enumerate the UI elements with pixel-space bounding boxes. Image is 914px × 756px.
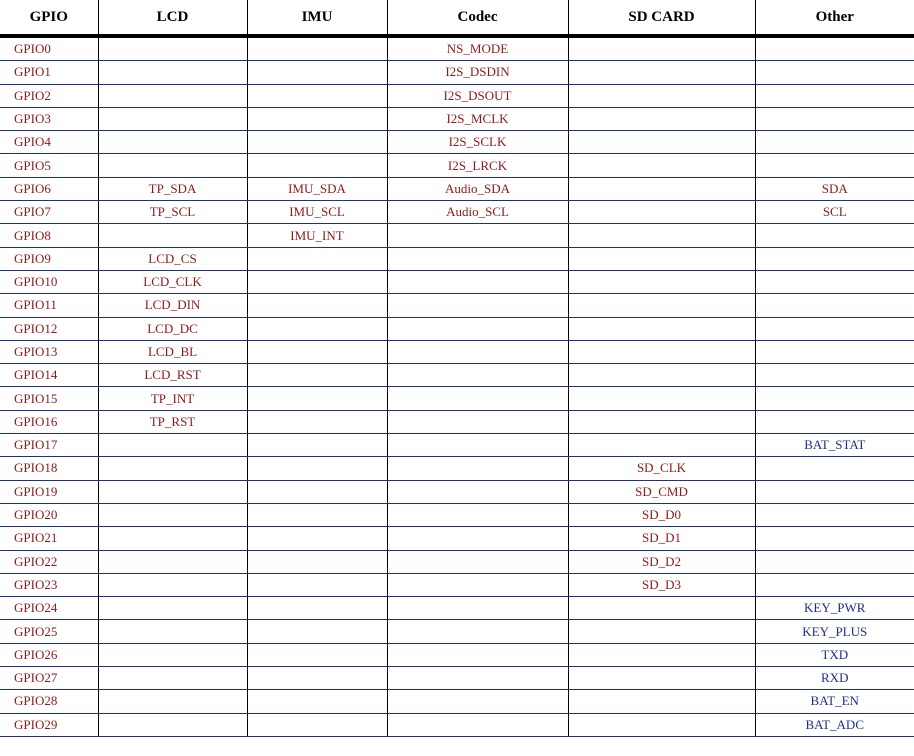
cell-sd-card xyxy=(568,667,755,690)
cell-other xyxy=(755,131,914,154)
cell-codec xyxy=(387,410,568,433)
cell-sd-card xyxy=(568,270,755,293)
cell-gpio: GPIO17 xyxy=(0,434,98,457)
table-row xyxy=(0,131,914,154)
cell-gpio: GPIO0 xyxy=(0,36,98,61)
cell-codec: I2S_SCLK xyxy=(387,131,568,154)
cell-lcd xyxy=(98,84,247,107)
cell-gpio: GPIO11 xyxy=(0,294,98,317)
cell-other xyxy=(755,573,914,596)
cell-sd-card xyxy=(568,84,755,107)
cell-imu xyxy=(247,154,387,177)
cell-imu xyxy=(247,620,387,643)
table-header xyxy=(0,0,914,36)
cell-other xyxy=(755,480,914,503)
cell-sd-card: SD_CMD xyxy=(568,480,755,503)
cell-imu xyxy=(247,573,387,596)
header-codec: Codec xyxy=(387,0,568,36)
cell-sd-card: SD_D1 xyxy=(568,527,755,550)
cell-imu xyxy=(247,84,387,107)
cell-gpio: GPIO18 xyxy=(0,457,98,480)
table-row xyxy=(0,201,914,224)
cell-other xyxy=(755,36,914,61)
table-row xyxy=(0,410,914,433)
cell-sd-card xyxy=(568,713,755,736)
cell-imu xyxy=(247,270,387,293)
cell-codec xyxy=(387,713,568,736)
table-row xyxy=(0,84,914,107)
cell-lcd: LCD_DC xyxy=(98,317,247,340)
cell-imu xyxy=(247,294,387,317)
cell-gpio: GPIO10 xyxy=(0,270,98,293)
cell-imu xyxy=(247,503,387,526)
cell-lcd xyxy=(98,457,247,480)
cell-other xyxy=(755,270,914,293)
cell-sd-card xyxy=(568,224,755,247)
header-lcd: LCD xyxy=(98,0,247,36)
cell-other xyxy=(755,410,914,433)
cell-sd-card xyxy=(568,317,755,340)
cell-imu xyxy=(247,36,387,61)
table-row xyxy=(0,527,914,550)
table-row xyxy=(0,597,914,620)
cell-lcd: LCD_CS xyxy=(98,247,247,270)
cell-lcd xyxy=(98,154,247,177)
cell-gpio: GPIO8 xyxy=(0,224,98,247)
cell-lcd xyxy=(98,620,247,643)
cell-sd-card xyxy=(568,387,755,410)
cell-imu xyxy=(247,597,387,620)
cell-sd-card xyxy=(568,36,755,61)
table-row xyxy=(0,340,914,363)
cell-sd-card xyxy=(568,61,755,84)
cell-sd-card xyxy=(568,131,755,154)
cell-gpio: GPIO25 xyxy=(0,620,98,643)
cell-lcd xyxy=(98,550,247,573)
header-imu: IMU xyxy=(247,0,387,36)
cell-other: BAT_ADC xyxy=(755,713,914,736)
cell-codec xyxy=(387,480,568,503)
cell-gpio: GPIO29 xyxy=(0,713,98,736)
cell-other: RXD xyxy=(755,667,914,690)
cell-codec: Audio_SDA xyxy=(387,177,568,200)
cell-other: TXD xyxy=(755,643,914,666)
cell-lcd: LCD_RST xyxy=(98,364,247,387)
cell-sd-card xyxy=(568,340,755,363)
cell-imu xyxy=(247,317,387,340)
cell-sd-card xyxy=(568,154,755,177)
cell-other: SCL xyxy=(755,201,914,224)
cell-gpio: GPIO24 xyxy=(0,597,98,620)
cell-imu xyxy=(247,247,387,270)
cell-lcd: TP_SDA xyxy=(98,177,247,200)
cell-imu xyxy=(247,690,387,713)
cell-lcd: LCD_DIN xyxy=(98,294,247,317)
cell-imu xyxy=(247,434,387,457)
cell-lcd xyxy=(98,597,247,620)
cell-codec xyxy=(387,270,568,293)
cell-lcd xyxy=(98,61,247,84)
cell-other: SDA xyxy=(755,177,914,200)
cell-sd-card xyxy=(568,177,755,200)
cell-gpio: GPIO14 xyxy=(0,364,98,387)
header-sd-card: SD CARD xyxy=(568,0,755,36)
table-row xyxy=(0,224,914,247)
cell-imu xyxy=(247,131,387,154)
cell-lcd xyxy=(98,573,247,596)
table-row xyxy=(0,247,914,270)
cell-sd-card xyxy=(568,410,755,433)
cell-gpio: GPIO12 xyxy=(0,317,98,340)
cell-other xyxy=(755,340,914,363)
table-row xyxy=(0,667,914,690)
cell-imu xyxy=(247,107,387,130)
cell-other xyxy=(755,527,914,550)
table-row xyxy=(0,36,914,61)
cell-imu xyxy=(247,667,387,690)
cell-codec xyxy=(387,620,568,643)
cell-sd-card xyxy=(568,107,755,130)
cell-codec xyxy=(387,550,568,573)
cell-codec: I2S_DSDIN xyxy=(387,61,568,84)
table-row xyxy=(0,457,914,480)
cell-other: KEY_PLUS xyxy=(755,620,914,643)
cell-lcd xyxy=(98,107,247,130)
cell-gpio: GPIO9 xyxy=(0,247,98,270)
cell-sd-card xyxy=(568,364,755,387)
cell-sd-card: SD_D0 xyxy=(568,503,755,526)
table-row xyxy=(0,270,914,293)
cell-other xyxy=(755,84,914,107)
cell-sd-card: SD_D3 xyxy=(568,573,755,596)
cell-gpio: GPIO4 xyxy=(0,131,98,154)
cell-sd-card xyxy=(568,434,755,457)
table-row xyxy=(0,61,914,84)
table-row xyxy=(0,620,914,643)
table-row xyxy=(0,713,914,736)
cell-codec xyxy=(387,247,568,270)
cell-sd-card xyxy=(568,620,755,643)
cell-lcd: TP_SCL xyxy=(98,201,247,224)
cell-codec xyxy=(387,643,568,666)
cell-gpio: GPIO16 xyxy=(0,410,98,433)
cell-lcd xyxy=(98,36,247,61)
cell-imu xyxy=(247,550,387,573)
cell-gpio: GPIO19 xyxy=(0,480,98,503)
cell-sd-card xyxy=(568,597,755,620)
cell-other xyxy=(755,387,914,410)
cell-codec xyxy=(387,364,568,387)
cell-other xyxy=(755,317,914,340)
table-row xyxy=(0,434,914,457)
cell-gpio: GPIO13 xyxy=(0,340,98,363)
cell-lcd: TP_INT xyxy=(98,387,247,410)
cell-sd-card: SD_D2 xyxy=(568,550,755,573)
cell-other xyxy=(755,503,914,526)
header-gpio: GPIO xyxy=(0,0,98,36)
cell-imu xyxy=(247,364,387,387)
cell-other xyxy=(755,247,914,270)
cell-imu xyxy=(247,713,387,736)
cell-codec xyxy=(387,527,568,550)
cell-sd-card xyxy=(568,294,755,317)
cell-imu xyxy=(247,410,387,433)
cell-sd-card: SD_CLK xyxy=(568,457,755,480)
cell-other xyxy=(755,550,914,573)
cell-imu xyxy=(247,457,387,480)
table-body xyxy=(0,36,914,736)
cell-other xyxy=(755,294,914,317)
cell-gpio: GPIO22 xyxy=(0,550,98,573)
cell-lcd xyxy=(98,131,247,154)
cell-lcd: TP_RST xyxy=(98,410,247,433)
cell-codec: I2S_MCLK xyxy=(387,107,568,130)
table-row xyxy=(0,387,914,410)
cell-imu: IMU_INT xyxy=(247,224,387,247)
cell-other: BAT_STAT xyxy=(755,434,914,457)
cell-lcd xyxy=(98,503,247,526)
cell-imu: IMU_SDA xyxy=(247,177,387,200)
cell-imu xyxy=(247,387,387,410)
table-row xyxy=(0,573,914,596)
cell-codec xyxy=(387,387,568,410)
cell-sd-card xyxy=(568,690,755,713)
table-row xyxy=(0,317,914,340)
cell-other: KEY_PWR xyxy=(755,597,914,620)
cell-lcd xyxy=(98,224,247,247)
cell-gpio: GPIO28 xyxy=(0,690,98,713)
cell-other xyxy=(755,364,914,387)
cell-lcd xyxy=(98,713,247,736)
cell-gpio: GPIO2 xyxy=(0,84,98,107)
cell-sd-card xyxy=(568,201,755,224)
cell-gpio: GPIO3 xyxy=(0,107,98,130)
cell-imu: IMU_SCL xyxy=(247,201,387,224)
table-row xyxy=(0,154,914,177)
cell-gpio: GPIO6 xyxy=(0,177,98,200)
cell-sd-card xyxy=(568,643,755,666)
cell-gpio: GPIO7 xyxy=(0,201,98,224)
cell-codec xyxy=(387,224,568,247)
cell-codec xyxy=(387,503,568,526)
header-row xyxy=(0,0,914,36)
cell-gpio: GPIO27 xyxy=(0,667,98,690)
cell-gpio: GPIO23 xyxy=(0,573,98,596)
table-row xyxy=(0,177,914,200)
cell-imu xyxy=(247,480,387,503)
cell-lcd xyxy=(98,690,247,713)
table-row xyxy=(0,503,914,526)
cell-codec: I2S_DSOUT xyxy=(387,84,568,107)
cell-lcd: LCD_BL xyxy=(98,340,247,363)
cell-lcd xyxy=(98,480,247,503)
cell-gpio: GPIO1 xyxy=(0,61,98,84)
cell-gpio: GPIO21 xyxy=(0,527,98,550)
cell-codec xyxy=(387,434,568,457)
cell-other xyxy=(755,107,914,130)
cell-codec xyxy=(387,597,568,620)
cell-codec: NS_MODE xyxy=(387,36,568,61)
cell-codec: Audio_SCL xyxy=(387,201,568,224)
cell-other xyxy=(755,457,914,480)
table-row xyxy=(0,690,914,713)
cell-sd-card xyxy=(568,247,755,270)
cell-other xyxy=(755,61,914,84)
cell-lcd xyxy=(98,434,247,457)
table-row xyxy=(0,107,914,130)
table-row xyxy=(0,294,914,317)
cell-lcd xyxy=(98,643,247,666)
cell-imu xyxy=(247,527,387,550)
cell-gpio: GPIO20 xyxy=(0,503,98,526)
table-row xyxy=(0,643,914,666)
cell-lcd xyxy=(98,667,247,690)
cell-codec xyxy=(387,457,568,480)
cell-codec xyxy=(387,340,568,363)
cell-lcd: LCD_CLK xyxy=(98,270,247,293)
cell-lcd xyxy=(98,527,247,550)
cell-other: BAT_EN xyxy=(755,690,914,713)
table-row xyxy=(0,480,914,503)
cell-other xyxy=(755,154,914,177)
cell-codec: I2S_LRCK xyxy=(387,154,568,177)
cell-imu xyxy=(247,61,387,84)
cell-codec xyxy=(387,690,568,713)
table-row xyxy=(0,550,914,573)
cell-gpio: GPIO5 xyxy=(0,154,98,177)
cell-codec xyxy=(387,573,568,596)
header-other: Other xyxy=(755,0,914,36)
cell-codec xyxy=(387,317,568,340)
cell-codec xyxy=(387,294,568,317)
cell-gpio: GPIO26 xyxy=(0,643,98,666)
cell-imu xyxy=(247,643,387,666)
cell-codec xyxy=(387,667,568,690)
cell-gpio: GPIO15 xyxy=(0,387,98,410)
cell-imu xyxy=(247,340,387,363)
table-row xyxy=(0,364,914,387)
cell-other xyxy=(755,224,914,247)
